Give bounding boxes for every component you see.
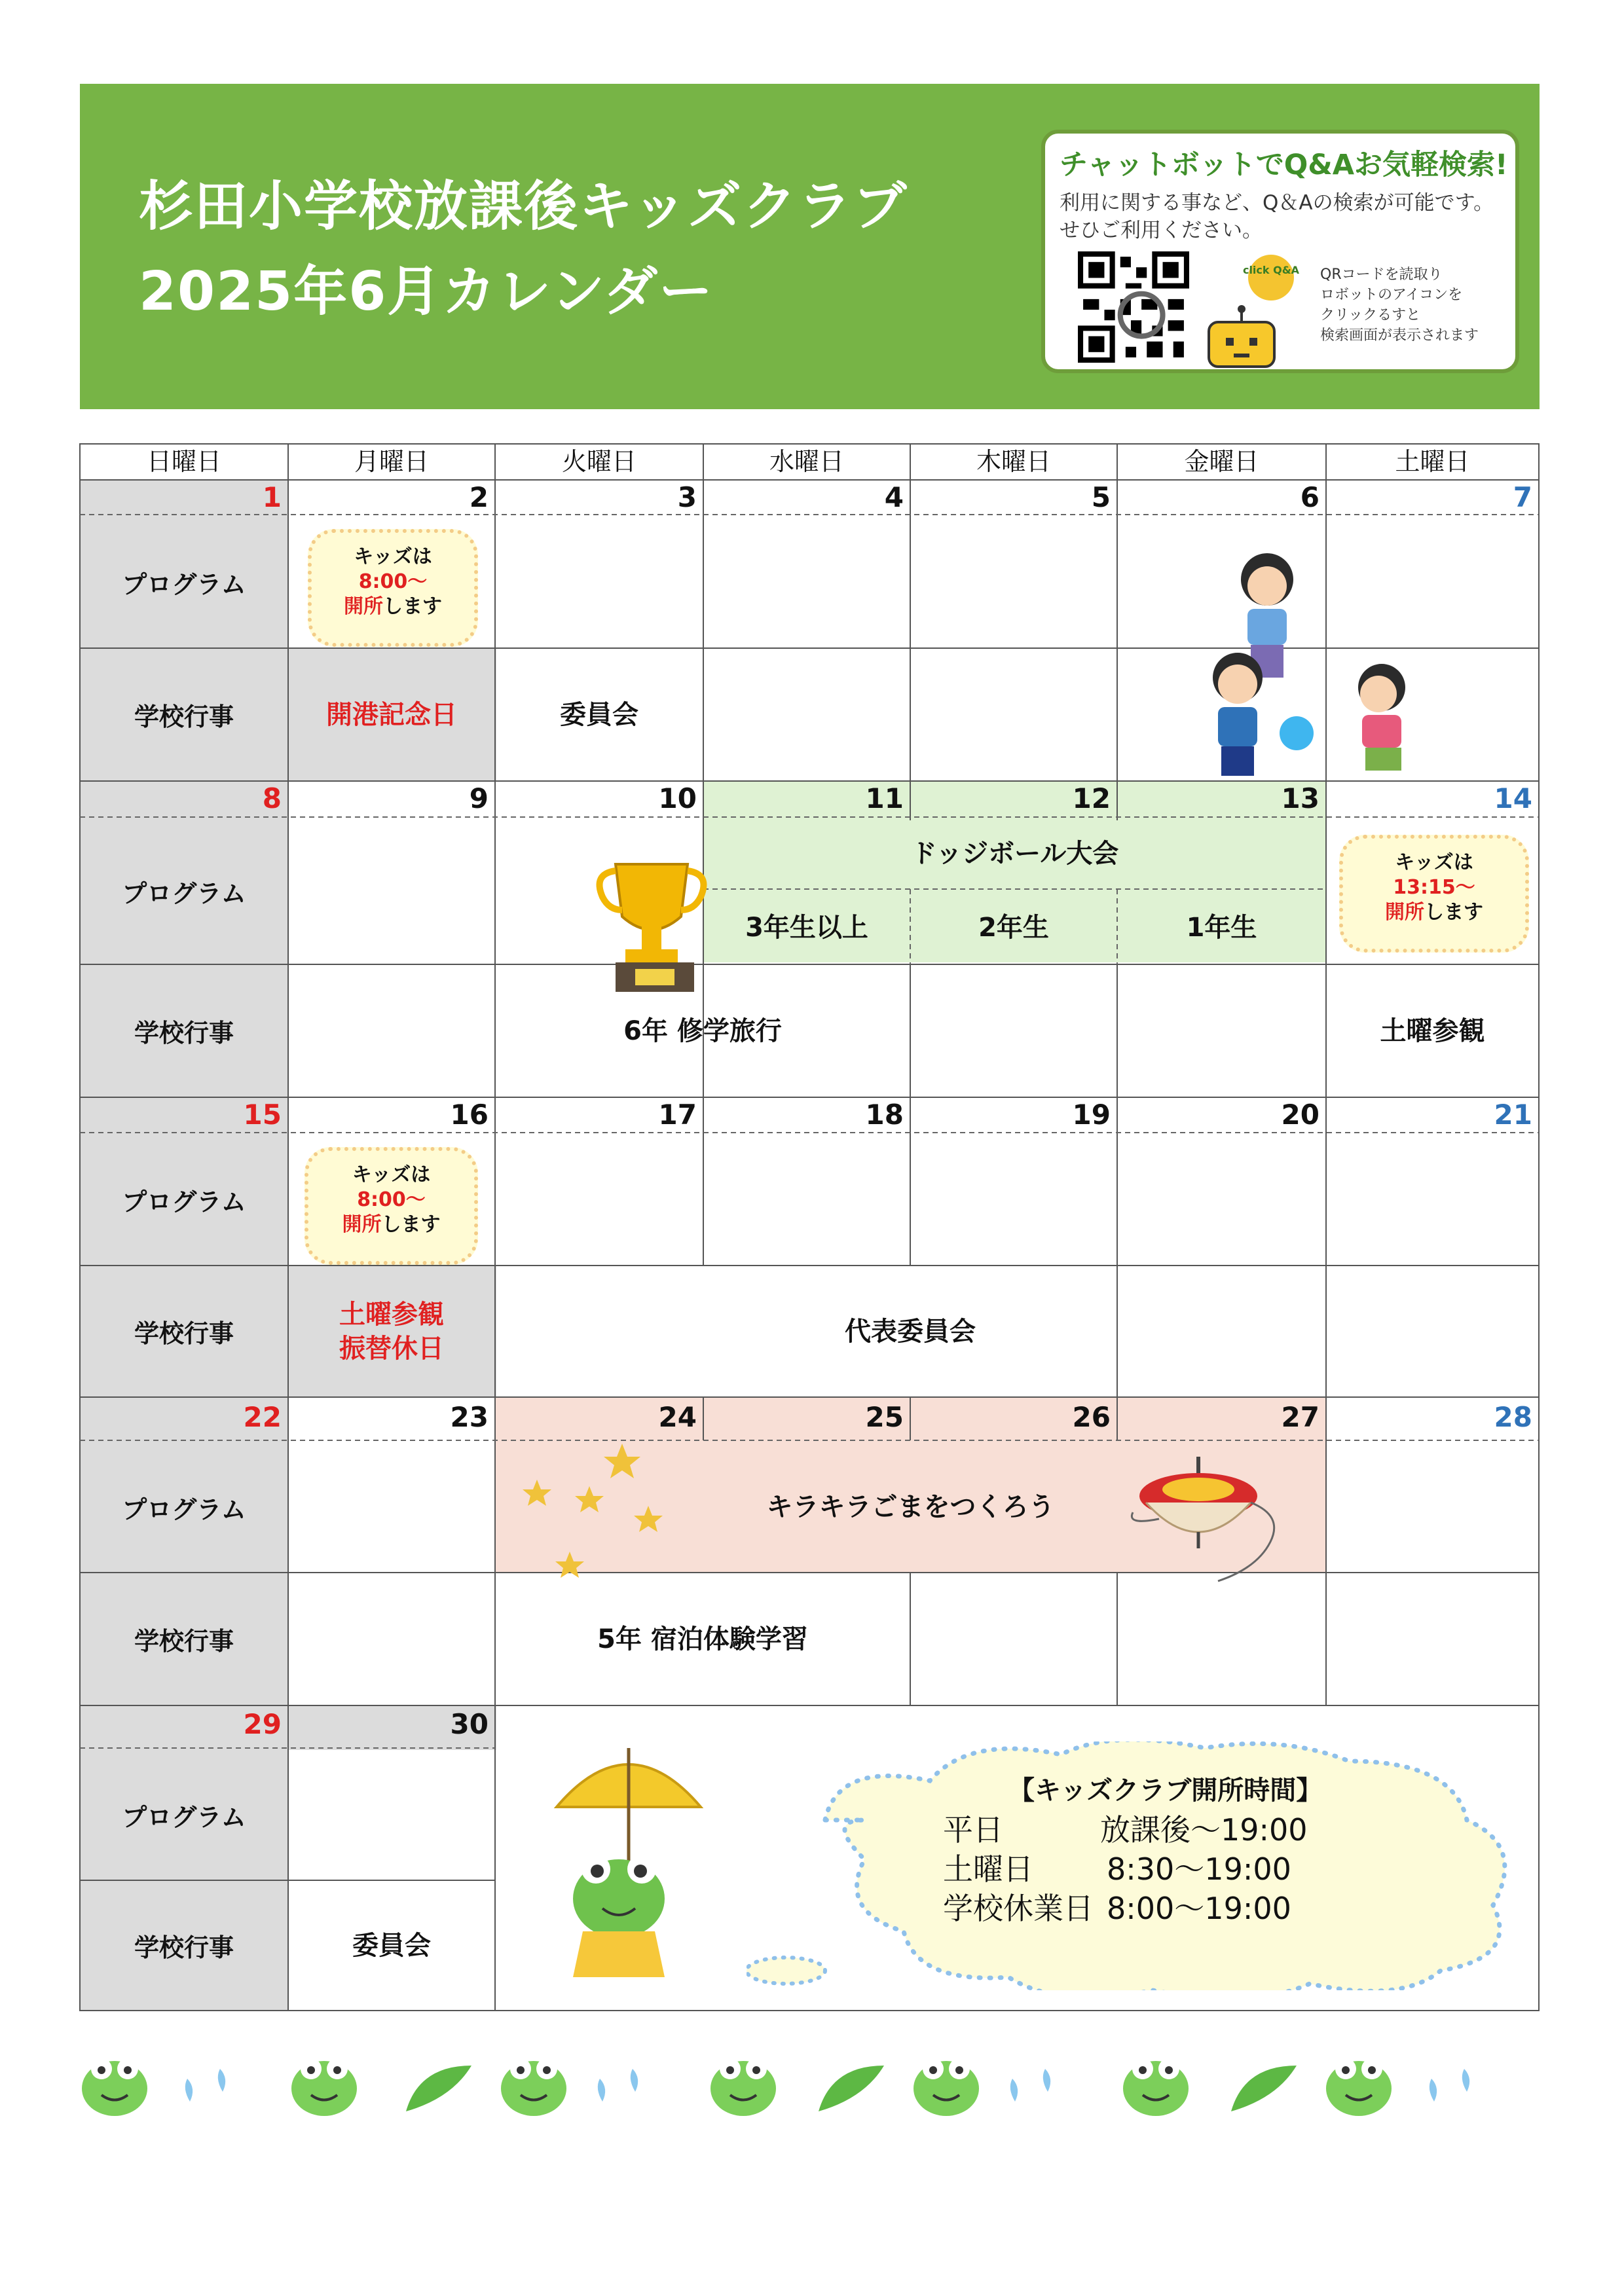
row-label-program: プログラム [122,879,246,908]
row-label-school: 学校行事 [134,1933,234,1962]
row-label-school: 学校行事 [134,1319,234,1348]
stars-decoration [517,1440,674,1591]
bubble-line: キッズは [352,1163,431,1186]
day-number: 4 [884,481,904,513]
weekday-sat: 土曜日 [1395,447,1470,476]
event-kaiko-kinenbi: 開港記念日 [326,699,457,730]
bubble-suffix: します [381,1213,441,1236]
event-koma: キラキラごまをつくろう [766,1492,1055,1522]
day-number: 29 [243,1708,282,1740]
weekday-mon: 月曜日 [354,447,429,476]
day-number: 22 [243,1401,282,1433]
day-number: 16 [450,1099,489,1131]
event-grade-2: 2年生 [978,912,1049,943]
frog-icon [82,2058,147,2116]
hours-label: 平日 [943,1812,1003,1848]
row-label-program: プログラム [122,1802,246,1832]
event-saturday-visit: 土曜参観 [1380,1015,1485,1046]
row-label-program: プログラム [122,1495,246,1524]
bubble-suffix: します [1424,901,1483,924]
day-number: 9 [469,782,489,814]
bubble-line: キッズは [354,545,432,568]
chatbot-note-1: QRコードを読取り [1320,266,1443,283]
hours-time: 8:30～19:00 [1107,1851,1291,1887]
bubble-line [312,594,474,619]
kids-open-bubble [1339,835,1529,953]
day-number: 20 [1281,1099,1320,1131]
day-number: 27 [1281,1401,1320,1433]
hours-time: 放課後～19:00 [1100,1812,1308,1848]
frog-raindrop-border [79,2039,1545,2131]
day-number: 23 [450,1401,489,1433]
row-label-program: プログラム [122,1188,246,1216]
day-number: 7 [1513,481,1532,513]
day-number: 14 [1494,782,1532,814]
day-number: 5 [1091,481,1111,513]
bubble-open-word: 開所 [1385,901,1424,924]
weekday-thu: 木曜日 [976,447,1051,476]
day-number: 6 [1300,481,1320,513]
bubble-time: 13:15～ [1393,876,1475,899]
day-number: 8 [262,782,282,814]
weekday-wed: 水曜日 [769,447,844,476]
hours-label: 学校休業日 [943,1891,1094,1926]
day-number: 12 [1072,782,1111,814]
weekday-tue: 火曜日 [561,447,637,476]
hours-heading: 【キッズクラブ開所時間】 [1008,1776,1323,1806]
day-number: 24 [658,1401,697,1433]
day-number: 18 [865,1099,904,1131]
click-badge-text: click Q&A [1242,264,1300,276]
day-number: 19 [1072,1099,1111,1131]
kids-open-bubble [308,529,478,647]
bubble-line [308,1212,474,1237]
day-number: 15 [243,1099,282,1131]
bubble-suffix: します [383,595,442,618]
chatbot-note-4: 検索画面が表示されます [1320,327,1479,344]
event-school-trip: 6年 修学旅行 [623,1015,782,1046]
bubble-time: 8:00～ [358,570,428,593]
chatbot-note-3: クリックるすと [1320,307,1421,323]
event-grade-1: 1年生 [1186,912,1257,943]
chatbot-body-2: せひご利用ください。 [1060,219,1263,242]
day-number: 25 [865,1401,904,1433]
day-number: 11 [865,782,904,814]
day-number: 1 [262,481,282,513]
opening-hours [943,1771,1322,1928]
event-grade-3up: 3年生以上 [745,912,868,943]
hours-row [943,1810,1322,1850]
event-iinkai: 委員会 [560,699,638,730]
day-number: 28 [1494,1401,1532,1433]
hours-row [943,1889,1322,1928]
row-label-school: 学校行事 [134,702,234,731]
chatbot-body-1: 利用に関する事など、Q＆Aの検索が可能です。 [1060,191,1494,215]
event-iinkai: 委員会 [352,1930,431,1961]
day-number: 13 [1281,782,1320,814]
page-title-line1: 杉田小学校放課後キッズクラブ [139,175,908,238]
weekday-sun: 日曜日 [146,447,221,476]
day-number: 10 [658,782,697,814]
event-representative-committee: 代表委員会 [845,1316,976,1347]
hours-label: 土曜日 [943,1851,1033,1887]
day-number: 26 [1072,1401,1111,1433]
event-substitute-holiday [288,1266,495,1397]
event-substitute-line1: 土曜参観 [339,1299,444,1330]
bubble-line [1343,900,1525,925]
day-number: 2 [469,481,489,513]
row-label-school: 学校行事 [134,1627,234,1656]
chatbot-heading: チャットボットでQ&Aお気軽検索! [1060,149,1508,181]
row-label-school: 学校行事 [134,1019,234,1048]
frog-umbrella-illustration [544,1735,740,1990]
spinning-top-illustration [1120,1450,1290,1594]
weekday-fri: 金曜日 [1184,447,1259,476]
page-title-line2: 2025年6月カレンダー [139,261,714,323]
bubble-time: 8:00～ [357,1188,426,1211]
day-number: 17 [658,1099,697,1131]
event-dodgeball: ドッジボール大会 [910,839,1119,869]
bubble-line: キッズは [1395,851,1473,874]
event-substitute-line2: 振替休日 [339,1333,444,1364]
day-number: 30 [450,1708,489,1740]
kids-playing-ball-illustration [1192,543,1480,799]
bubble-open-word: 開所 [344,595,383,618]
event-overnight-study: 5年 宿泊体験学習 [597,1624,808,1654]
hours-time: 8:00～19:00 [1107,1891,1291,1926]
kids-open-bubble [304,1147,478,1265]
bubble-open-word: 開所 [342,1213,382,1236]
hours-row [943,1850,1322,1889]
row-label-program: プログラム [122,570,246,599]
trophy-illustration [589,845,714,1002]
chatbot-note-2: ロボットのアイコンを [1320,287,1463,303]
day-number: 3 [677,481,697,513]
day-number: 21 [1494,1099,1532,1131]
